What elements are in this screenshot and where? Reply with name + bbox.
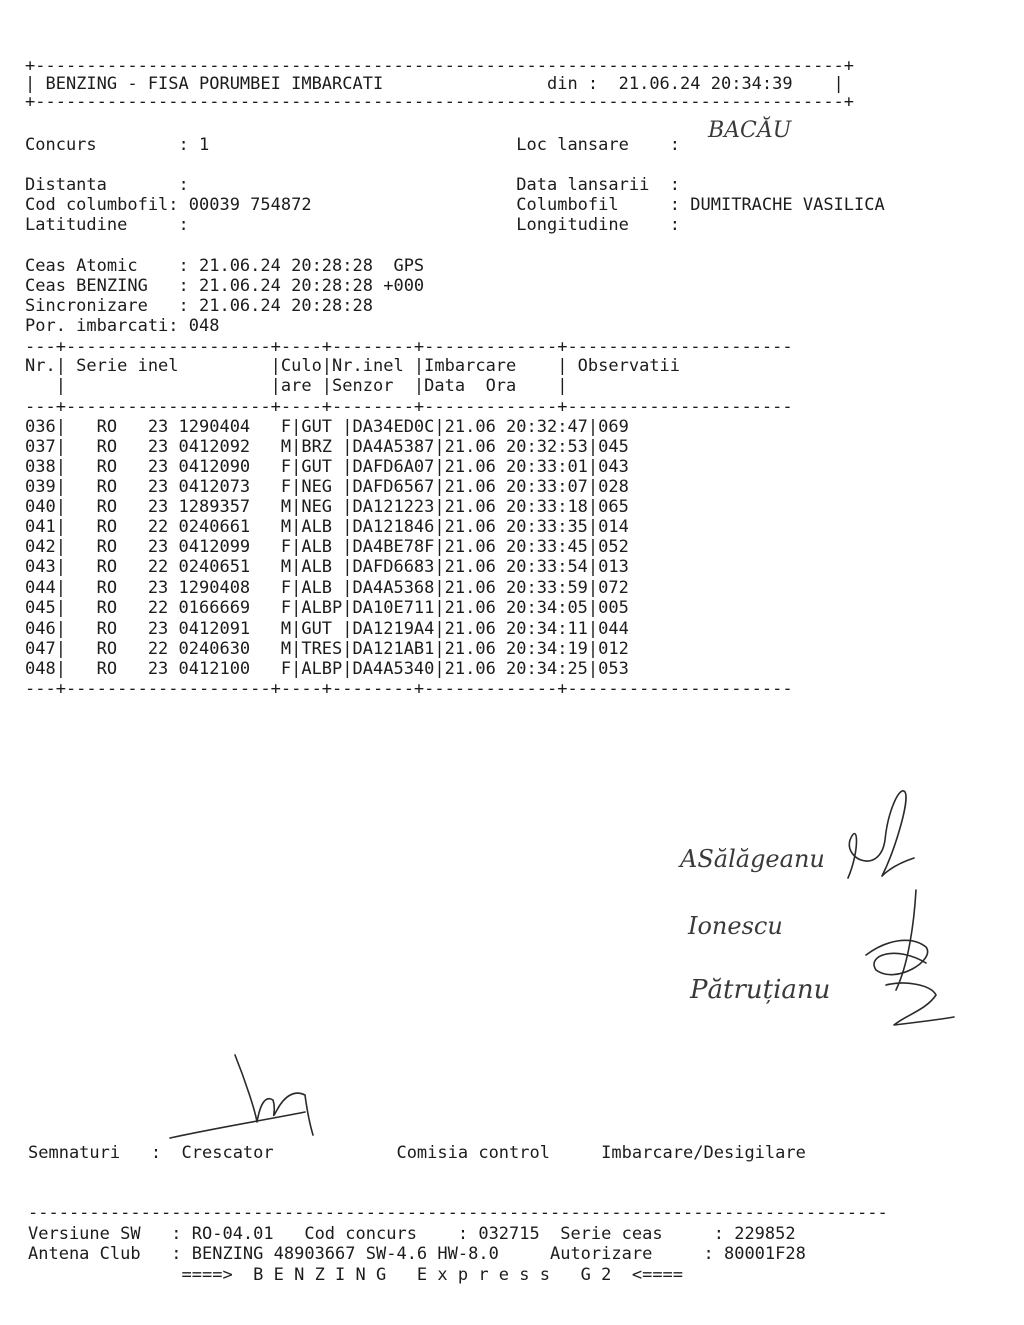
table-row: 039| RO 23 0412073 F|NEG |DAFD6567|21.06 20:33:07|028 xyxy=(25,477,629,497)
table-row: 044| RO 23 1290408 F|ALB |DA4A5368|21.06 20:33:59|072 xyxy=(25,578,629,598)
footer-antena-line: Antena Club : BENZING 48903667 SW-4.6 HW-8.0 Autorizare : 80001F28 xyxy=(28,1244,806,1264)
handwritten-name-2: Ionescu xyxy=(688,912,783,940)
handwritten-name-3: Pătruțianu xyxy=(690,975,831,1005)
porumbei-imbarcati-line: Por. imbarcati: 048 xyxy=(25,316,220,336)
table-separator-top: ---+--------------------+----+--------+-------------+---------------------- xyxy=(25,337,793,357)
distanta-line: Distanta : Data lansarii : xyxy=(25,175,681,195)
signature-scribble-2 xyxy=(856,885,946,1035)
header-border-bottom: +-------------------------------------------------------------------------------+ xyxy=(25,92,855,112)
handwritten-name-1: ASălăgeanu xyxy=(680,845,825,873)
table-row: 048| RO 23 0412100 F|ALBP|DA4A5340|21.06 20:34:25|053 xyxy=(25,659,629,679)
document-title: | BENZING - FISA PORUMBEI IMBARCATI din : 21.06.24 20:34:39 | xyxy=(25,74,844,94)
table-row: 047| RO 22 0240630 M|TRES|DA121AB1|21.06 20:34:19|012 xyxy=(25,639,629,659)
table-row: 037| RO 23 0412092 M|BRZ |DA4A5387|21.06 20:32:53|045 xyxy=(25,437,629,457)
table-row: 043| RO 22 0240651 M|ALB |DAFD6683|21.06 20:33:54|013 xyxy=(25,557,629,577)
table-row: 036| RO 23 1290404 F|GUT |DA34ED0C|21.06 20:32:47|069 xyxy=(25,417,629,437)
ceas-atomic-line: Ceas Atomic : 21.06.24 20:28:28 GPS xyxy=(25,256,425,276)
table-row: 038| RO 23 0412090 F|GUT |DAFD6A07|21.06 20:33:01|043 xyxy=(25,457,629,477)
signature-scribble-3 xyxy=(165,1050,335,1145)
signature-scribble-1 xyxy=(840,780,920,890)
table-separator-mid: ---+--------------------+----+--------+-------------+---------------------- xyxy=(25,397,793,417)
concurs-line: Concurs : 1 Loc lansare : xyxy=(25,135,681,155)
signatures-line: Semnaturi : Crescator Comisia control Imbarcare/Desigilare xyxy=(28,1143,806,1163)
header-border-top: +-------------------------------------------------------------------------------+ xyxy=(25,56,855,76)
cod-columbofil-line: Cod columbofil: 00039 754872 Columbofil : DUMITRACHE VASILICA xyxy=(25,195,885,215)
table-row: 040| RO 23 1289357 M|NEG |DA121223|21.06 20:33:18|065 xyxy=(25,497,629,517)
latitudine-line: Latitudine : Longitudine : xyxy=(25,215,681,235)
table-header-line-2: | |are |Senzor |Data Ora | xyxy=(25,376,568,396)
table-row: 045| RO 22 0166669 F|ALBP|DA10E711|21.06 20:34:05|005 xyxy=(25,598,629,618)
footer-separator: ------------------------------------------------------------------------------------ xyxy=(28,1203,888,1223)
footer-brand-line: ====> B E N Z I N G E x p r e s s G 2 <==== xyxy=(28,1265,684,1285)
table-row: 041| RO 22 0240661 M|ALB |DA121846|21.06 20:33:35|014 xyxy=(25,517,629,537)
ceas-benzing-line: Ceas BENZING : 21.06.24 20:28:28 +000 xyxy=(25,276,425,296)
sincronizare-line: Sincronizare : 21.06.24 20:28:28 xyxy=(25,296,373,316)
table-row: 046| RO 23 0412091 M|GUT |DA1219A4|21.06 20:34:11|044 xyxy=(25,619,629,639)
footer-version-line: Versiune SW : RO-04.01 Cod concurs : 032715 Serie ceas : 229852 xyxy=(28,1224,796,1244)
table-separator-bottom: ---+--------------------+----+--------+-------------+---------------------- xyxy=(25,679,793,699)
table-row: 042| RO 23 0412099 F|ALB |DA4BE78F|21.06 20:33:45|052 xyxy=(25,537,629,557)
table-header-line-1: Nr.| Serie inel |Culo|Nr.inel |Imbarcare | Observatii xyxy=(25,356,681,376)
loc-lansare-handwritten: BACĂU xyxy=(708,118,792,143)
